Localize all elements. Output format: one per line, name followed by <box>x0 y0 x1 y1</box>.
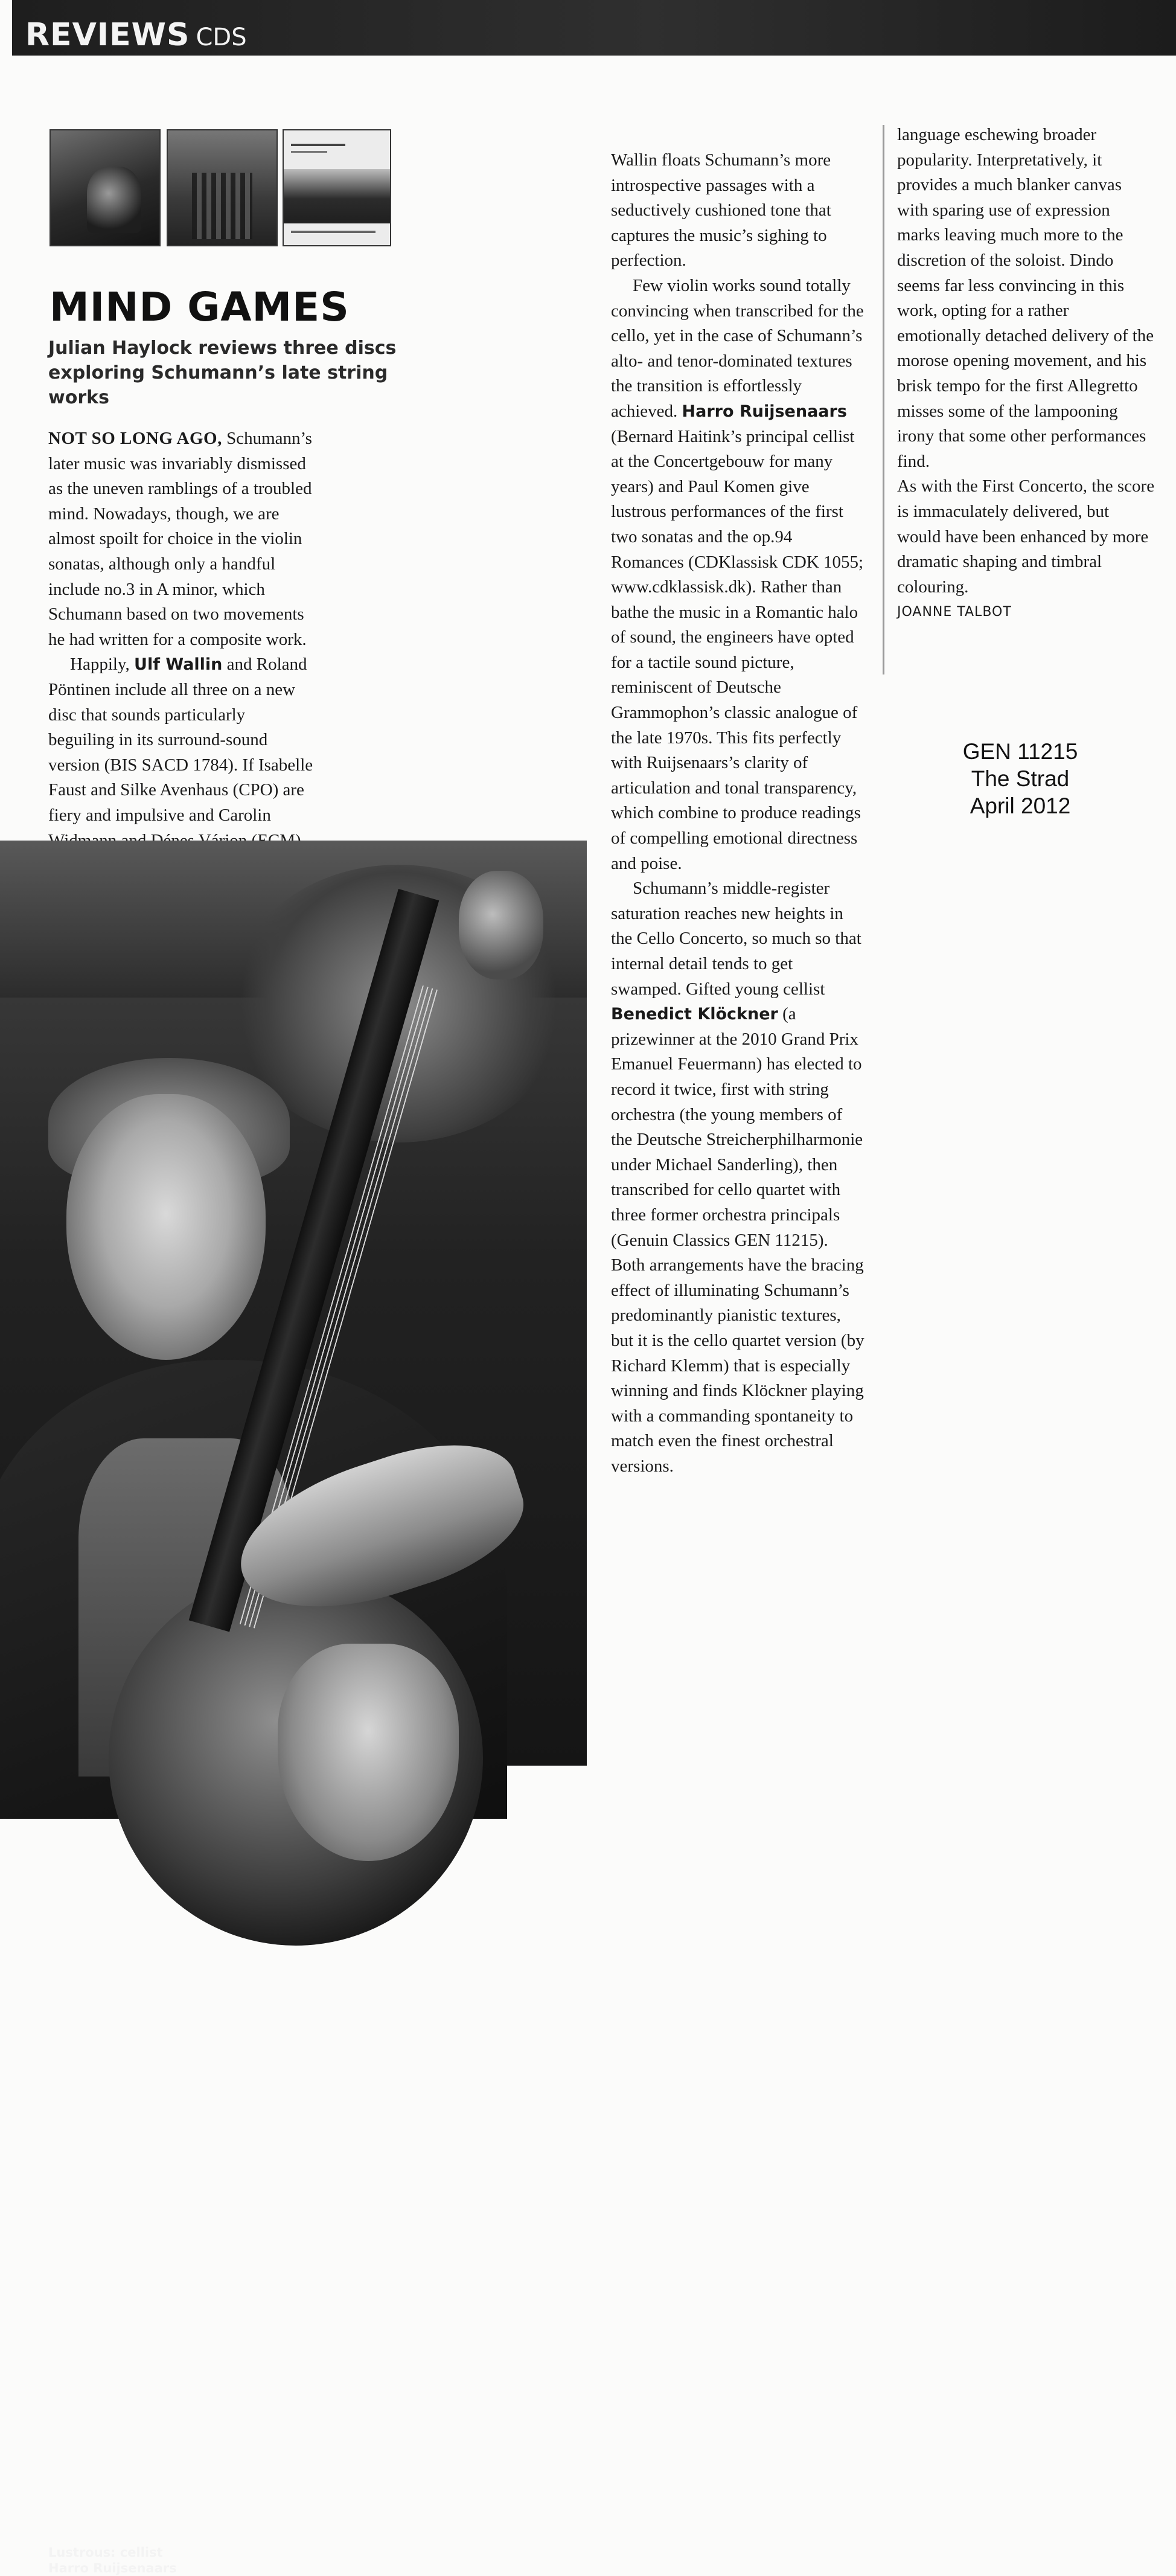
article-standfirst: Julian Haylock reviews three discs exploring Schumann’s late string works <box>48 338 397 408</box>
stamp-catalogue-number: GEN 11215 <box>962 739 1078 764</box>
cellist-photo <box>0 841 587 2575</box>
paragraph-text: Schumann’s middle-register saturation reaches new heights in the Cello Concerto, so much so that internal detail tends to get swamped. Gifted young cellist <box>611 879 861 999</box>
caption-line-1: Lustrous: cellist <box>48 2545 163 2560</box>
opening-lead-in: NOT SO LONG AGO, <box>48 429 222 448</box>
performer-name: Ulf Wallin <box>134 655 223 674</box>
paragraph-text: Few violin works sound totally convincing when transcribed for the cello, yet in the case of Schumann’s alto- and tenor-dominated textures the transition is effortlessly achieved. <box>611 275 864 421</box>
paragraph-text: and Roland Pöntinen include all three on a new disc that sounds particularly beguiling in its surround-sound version (BIS SACD 1784). If Isabelle Faust and Silke Avenhaus (CPO) are fiery and impulsive and Carolin <box>48 655 313 825</box>
paragraph-text: Schumann’s later music was invariably dismissed as the uneven ramblings of a troubled mind. Nowadays, though, we are almost spoilt for choice in the violin sonatas, although only a handful include no.3 in A minor, which Schumann based on two movements he had written for a composite work. <box>48 429 312 649</box>
stamp-publication: The Strad <box>971 766 1070 791</box>
performer-name: Harro Ruijsenaars <box>682 402 847 421</box>
photo-hand <box>278 1644 459 1861</box>
stamp-date: April 2012 <box>970 793 1071 818</box>
article-column-2 <box>611 148 864 1479</box>
cover-art-shape <box>192 173 252 239</box>
cover-footer-line <box>291 231 375 233</box>
paragraph-opening <box>48 426 314 652</box>
caption-line-2: Harro Ruijsenaars <box>48 2561 177 2575</box>
album-cover-3 <box>283 129 391 246</box>
performer-name: Benedict Klöckner <box>611 1005 778 1024</box>
paragraph-text: (a prizewinner at the 2010 Grand Prix Emanuel Feuermann) has elected to record it twice, first with string orchestra (the young members of the Deutsche Streicherphilharmonie under Michael Sanderling), then transcribed for cello quartet with three former orchestra principals (Genuin Classics GEN 11215). Both arrangements have the bracing effect of illuminating Schumann’s predominantly pianistic textures, but it is the cello quartet version (by Richard Klemm) that is especially winning and finds Klöckner playing with a commanding spontaneity to match even the finest orchestral versions. <box>611 1004 864 1476</box>
cover-title-line <box>291 144 345 146</box>
article-headline: MIND GAMES <box>50 284 350 330</box>
photo-face <box>66 1094 266 1360</box>
paragraph-text: (Bernard Haitink’s principal cellist at the Concertgebouw for many years) and Paul Komen give lustrous performances of the first two sonatas and the op.94 Romances (CDKlassisk CDK 1055; www.cdklassisk.dk). Rather than bathe the music in a Romantic halo of sound, the engineers have opted for a tactile sound picture, reminiscent of Deutsche Grammophon’s classic analogue of the late 1970s. This fits perfectly with Ruijsenaars’s clarity of articulation and tonal transparency, which combine to produce readings of compelling emotional directness and poise. <box>611 426 864 873</box>
photo-cello-scroll <box>459 871 543 979</box>
paragraph-text: Happily, <box>70 655 135 674</box>
section-header <box>25 17 247 53</box>
column-divider <box>883 125 884 674</box>
paragraph-dindo: language eschewing broader popularity. Interpretatively, it provides a much blanker canvas with sparing use of expression marks leaving much more to the discretion of the soloist. Dindo seems far less convincing in this work, opting for a rather emotionally detached delivery of the morose opening movement, and his brisk tempo for the first Allegretto misses some of the lampooning irony that some other performances find. <box>897 125 1154 471</box>
section-subtitle: CDS <box>196 24 247 51</box>
paragraph-wallin-tone: Wallin floats Schumann’s more introspective passages with a seductively cushioned tone that captures the music’s sighing to perfection. <box>611 150 831 271</box>
album-cover-2 <box>167 129 278 246</box>
paragraph-conclusion: As with the First Concerto, the score is immaculately delivered, but would have been enhanced by more dramatic shaping and timbral colouring. <box>897 476 1155 597</box>
paragraph-klockner <box>611 876 864 1479</box>
cover-art-band <box>284 169 390 223</box>
article-column-3 <box>897 123 1157 625</box>
photo-caption <box>48 2545 177 2576</box>
album-cover-1 <box>50 129 161 246</box>
section-header-bar <box>12 0 1176 56</box>
author-byline: JOANNE TALBOT <box>897 604 1012 620</box>
paragraph-ruijsenaars <box>611 274 864 876</box>
section-title: REVIEWS <box>25 17 190 53</box>
cover-art-shape <box>87 167 141 233</box>
catalogue-stamp <box>930 738 1111 819</box>
cover-subtitle-line <box>291 151 327 153</box>
